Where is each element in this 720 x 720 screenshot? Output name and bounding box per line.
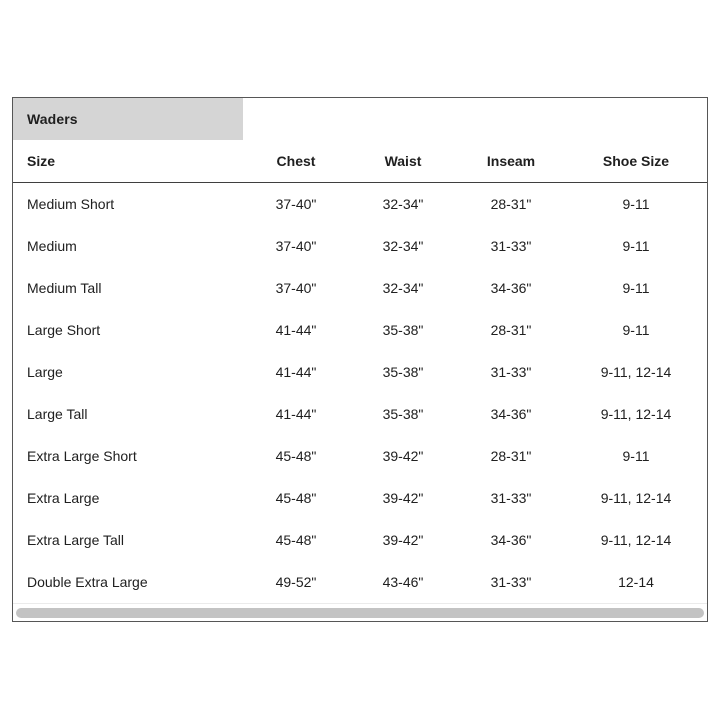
table-header-row bbox=[13, 140, 707, 183]
measurement-cell: 9-11, 12-14 bbox=[600, 532, 672, 548]
measurement-cell: 9-11, 12-14 bbox=[600, 490, 672, 506]
measurement-cell: 28-31" bbox=[490, 196, 532, 212]
measurement-cell: 9-11 bbox=[622, 238, 650, 254]
table-row bbox=[13, 477, 707, 519]
table-row bbox=[13, 225, 707, 267]
table-row bbox=[13, 519, 707, 561]
measurement-cell: 41-44" bbox=[275, 406, 317, 422]
column-header-size: Size bbox=[27, 153, 56, 169]
measurement-cell: 28-31" bbox=[490, 448, 532, 464]
size-cell: Double Extra Large bbox=[27, 574, 148, 590]
measurement-cell: 9-11 bbox=[622, 448, 650, 464]
measurement-cell: 9-11 bbox=[622, 280, 650, 296]
measurement-cell: 35-38" bbox=[382, 364, 424, 380]
table-row bbox=[13, 183, 707, 225]
column-header-inseam: Inseam bbox=[486, 153, 536, 169]
size-cell: Extra Large Short bbox=[27, 448, 137, 464]
size-cell: Large bbox=[27, 364, 63, 380]
size-cell: Medium Tall bbox=[27, 280, 102, 296]
table-row bbox=[13, 561, 707, 603]
table-row bbox=[13, 435, 707, 477]
horizontal-scrollbar-thumb[interactable] bbox=[16, 608, 704, 618]
tab-waders[interactable]: Waders bbox=[13, 98, 243, 140]
measurement-cell: 34-36" bbox=[490, 280, 532, 296]
measurement-cell: 32-34" bbox=[382, 196, 424, 212]
size-chart-table[interactable] bbox=[12, 97, 708, 622]
measurement-cell: 12-14 bbox=[618, 574, 654, 590]
size-cell: Large Short bbox=[27, 322, 101, 338]
measurement-cell: 35-38" bbox=[382, 406, 424, 422]
size-cell: Extra Large Tall bbox=[27, 532, 125, 548]
measurement-cell: 45-48" bbox=[275, 532, 317, 548]
size-chart-tab-row bbox=[13, 98, 707, 140]
measurement-cell: 32-34" bbox=[382, 238, 424, 254]
measurement-cell: 37-40" bbox=[275, 238, 317, 254]
measurement-cell: 37-40" bbox=[275, 280, 317, 296]
measurement-cell: 41-44" bbox=[275, 364, 317, 380]
table-row bbox=[13, 309, 707, 351]
measurement-cell: 34-36" bbox=[490, 406, 532, 422]
size-cell: Medium Short bbox=[27, 196, 115, 212]
measurement-cell: 41-44" bbox=[275, 322, 317, 338]
table-row bbox=[13, 267, 707, 309]
measurement-cell: 45-48" bbox=[275, 448, 317, 464]
table-row bbox=[13, 351, 707, 393]
measurement-cell: 35-38" bbox=[382, 322, 424, 338]
measurement-cell: 31-33" bbox=[490, 238, 532, 254]
table-row bbox=[13, 393, 707, 435]
measurement-cell: 45-48" bbox=[275, 490, 317, 506]
measurement-cell: 49-52" bbox=[275, 574, 317, 590]
measurement-cell: 32-34" bbox=[382, 280, 424, 296]
table-body bbox=[13, 183, 707, 603]
measurement-cell: 37-40" bbox=[275, 196, 317, 212]
column-header-shoe-size: Shoe Size bbox=[602, 153, 670, 169]
measurement-cell: 39-42" bbox=[382, 490, 424, 506]
measurement-cell: 31-33" bbox=[490, 574, 532, 590]
measurement-cell: 9-11, 12-14 bbox=[600, 406, 672, 422]
column-header-chest: Chest bbox=[276, 153, 316, 169]
size-cell: Extra Large bbox=[27, 490, 100, 506]
measurement-cell: 9-11 bbox=[622, 196, 650, 212]
measurement-cell: 28-31" bbox=[490, 322, 532, 338]
measurement-cell: 31-33" bbox=[490, 490, 532, 506]
measurement-cell: 43-46" bbox=[382, 574, 424, 590]
size-cell: Large Tall bbox=[27, 406, 88, 422]
measurement-cell: 34-36" bbox=[490, 532, 532, 548]
measurement-cell: 9-11, 12-14 bbox=[600, 364, 672, 380]
measurement-cell: 39-42" bbox=[382, 532, 424, 548]
measurement-cell: 39-42" bbox=[382, 448, 424, 464]
horizontal-scrollbar-track[interactable] bbox=[13, 603, 707, 621]
size-cell: Medium bbox=[27, 238, 77, 254]
measurement-cell: 31-33" bbox=[490, 364, 532, 380]
column-header-waist: Waist bbox=[384, 153, 422, 169]
measurement-cell: 9-11 bbox=[622, 322, 650, 338]
